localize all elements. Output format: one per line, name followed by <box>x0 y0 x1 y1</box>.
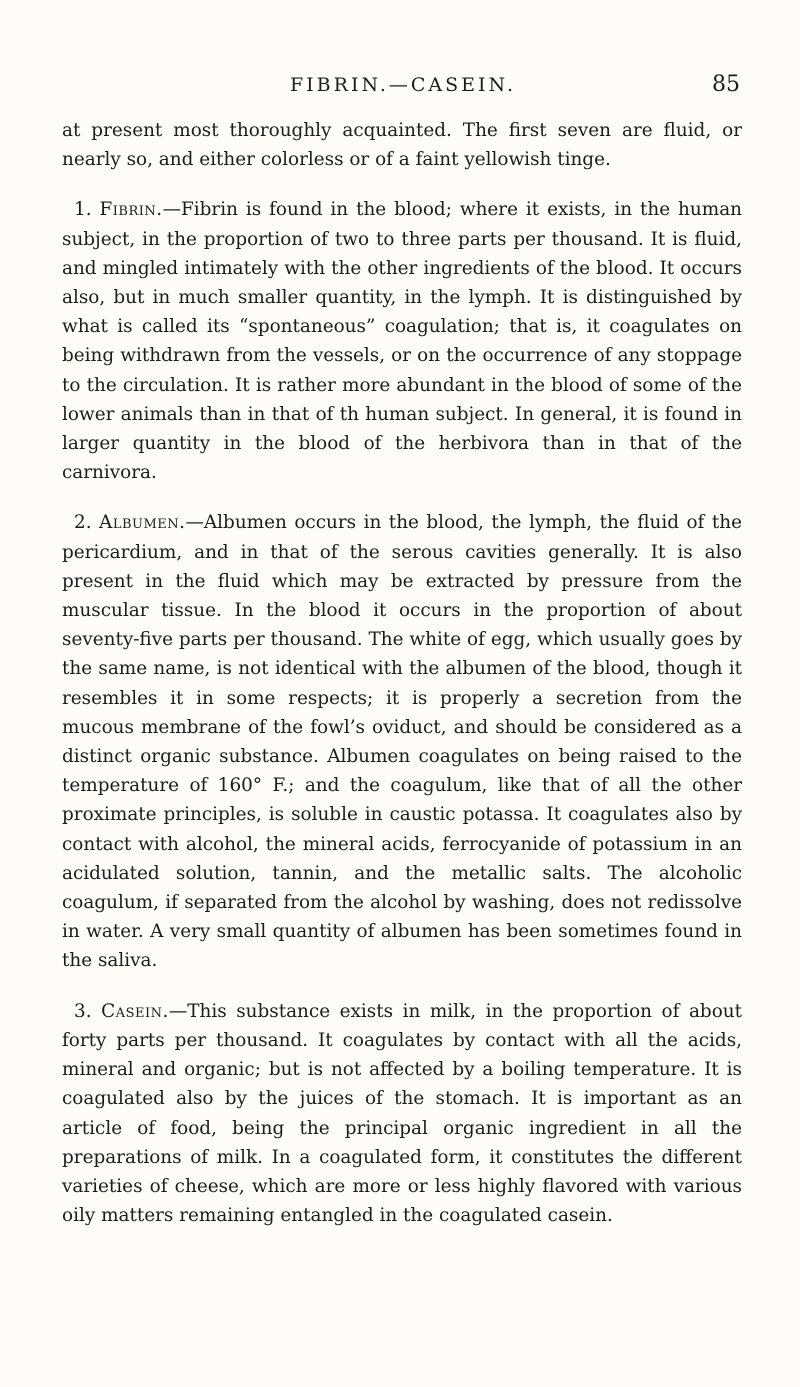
fibrin-number: 1. <box>74 199 92 221</box>
albumen-paragraph <box>62 508 742 975</box>
albumen-number: 2. <box>74 512 92 534</box>
fibrin-heading: Fibrin. <box>99 199 163 221</box>
casein-text: —This substance exists in milk, in the proportion of about forty parts per thousand. It coagulates by contact with all the acids, mineral and organic; but is not affected by a boiling temperature. It is coagulated also by the juices of the stomach. It is important as an article of food, being the principal organic ingredient in all the preparations of milk. In a coagulated form, it constitutes the different varieties of cheese, which are more or less highly flavored with various oily matters remaining entangled in the coagulated casein. <box>62 1000 742 1227</box>
fibrin-paragraph <box>62 195 742 487</box>
running-title: FIBRIN.—CASEIN. <box>289 74 516 96</box>
running-head <box>66 74 740 104</box>
albumen-heading: Albumen. <box>99 512 186 534</box>
albumen-text: —Albumen occurs in the blood, the lymph, the fluid of the pericardium, and in that of the serous cavities generally. It is also present in the fluid which may be extracted by pressure from the muscular tissue. In the blood it occurs in the proportion of about seventy-five parts per thousand. The white of egg, which usually goes by the same name, is not identical with the albumen of the blood, though it resembles it in some respects; it is properly a secretion from the mucous membrane of the fowl’s oviduct, and should be considered as a distinct organic substance. Albumen coagulates on being raised to the temperature of 160° F.; and the coagulum, like that of all the other proximate principles, is soluble in caustic potassa. It coagulates also by contact with alcohol, the mineral acids, ferrocyanide of potassium in an acidulated solution, tannin, and the metallic salts. The alcoholic coagulum, if separated from the alcohol by washing, does not redissolve in water. A very small quantity of albumen has been sometimes found in the saliva. <box>62 512 742 972</box>
intro-paragraph: at present most thoroughly acquainted. The first seven are fluid, or nearly so, and either colorless or of a faint yellowish tinge. <box>62 120 742 171</box>
page-number: 85 <box>712 72 740 97</box>
casein-heading: Casein. <box>101 1000 169 1022</box>
casein-number: 3. <box>74 1000 92 1022</box>
casein-paragraph <box>62 997 742 1231</box>
fibrin-text: —Fibrin is found in the blood; where it exists, in the human subject, in the proportion of two to three parts per thousand. It is fluid, and mingled intimately with the other ingredients of the blood. It occurs also, but in much smaller quantity, in the lymph. It is distinguished by what is called its “spontaneous” coagulation; that is, it coagulates on being withdrawn from the vessels, or on the occurrence of any stoppage to the circulation. It is rather more abundant in the blood of some of the lower animals than in that of th human subject. In general, it is found in larger quantity in the blood of the herbivora than in that of the carnivora. <box>62 199 742 484</box>
body-text <box>62 116 742 1251</box>
